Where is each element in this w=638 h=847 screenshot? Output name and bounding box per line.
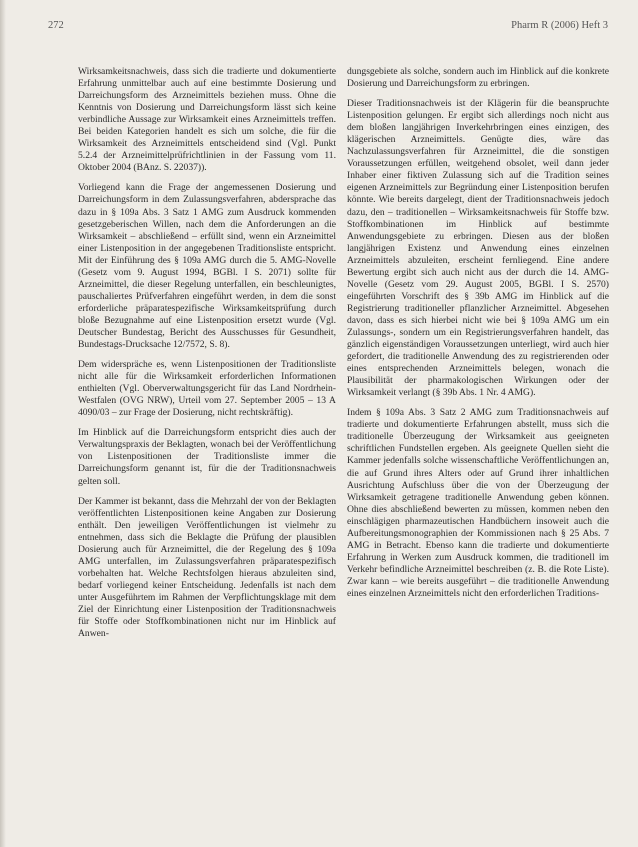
paragraph: Dem widerspräche es, wenn Listenpositionen der Traditionsliste nicht alle für die Wirksamkeit erforderlichen Informationen enthielten (Vgl. Oberverwaltungsgericht für das Land Nordrhein-Westfalen (OVG NRW), Urteil vom 27. September 2005 – 13 A 4090/03 – zur Frage der Dosierung, nicht rechtskräftig). (78, 359, 336, 419)
page-number: 272 (48, 20, 64, 31)
paragraph: dungsgebiete als solche, sondern auch im Hinblick auf die konkrete Dosierung und Darreichungsform zu erbringen. (347, 66, 609, 90)
paragraph: Indem § 109a Abs. 3 Satz 2 AMG zum Traditionsnachweis auf tradierte und dokumentierte Erfahrungen abstellt, muss sich die traditionelle Überzeugung der Wirksamkeit aus geeigneten schriftlichen Fundstellen ergeben. Als geeignete Quellen sieht die Kammer jedenfalls solche wissenschaftliche Veröffentlichungen an, die auf Grund ihres Alters oder auf Grund ihrer inhaltlichen Ausrichtung Aufschluss über die von der Überzeugung der Wirksamkeit getragene traditionelle Anwendung geben können. Ohne dies abschließend bewerten zu müssen, kommen neben den einschlägigen pharmazeutischen Handbüchern insoweit auch die Aufbereitungsmonographien der Kommissionen nach § 25 Abs. 7 AMG in Betracht. Ebenso kann die tradierte und dokumentierte Erfahrung in Werken zum Ausdruck kommen, die traditionell im Verkehr befindliche Arzneimittel beschreiben (z. B. die Rote Liste). Zwar kann – wie bereits ausgeführt – die traditionelle Anwendung eines einzelnen Arzneimittels nicht den erforderlichen Traditions- (347, 407, 609, 599)
paragraph: Vorliegend kann die Frage der angemessenen Dosierung und Darreichungsform in dem Zulassungsverfahren, abdersprache das dazu in § 109a Abs. 3 Satz 1 AMG zum Ausdruck kommenden gesetzgeberischen Willen, nach dem die Anforderungen an die Wirksamkeit – abschließend – erfüllt sind, wenn ein Arzneimittel einer Listenposition in der angegebenen Traditionsliste entspricht. Mit der Einführung des § 109a AMG durch die 5. AMG-Novelle (Gesetz vom 9. August 1994, BGBl. I S. 2071) sollte für Arzneimittel, die dieser Regelung unterfallen, ein beschleunigtes, pauschaliertes Prüfverfahren eingeführt werden, in dem die sonst erforderliche präparatespezifische Wirksamkeitsprüfung durch bloße Bezugnahme auf eine Listenposition ersetzt wurde (Vgl. Deutscher Bundestag, Bericht des Ausschusses für Gesundheit, Bundestags-Drucksache 12/7572, S. 8). (78, 182, 336, 351)
left-column (78, 66, 336, 648)
running-head: Pharm R (2006) Heft 3 (511, 20, 608, 31)
paragraph: Wirksamkeitsnachweis, dass sich die tradierte und dokumentierte Erfahrung unmittelbar auch auf eine bestimmte Dosierung und Darreichungsform des Arzneimittels beziehen muss. Ohne die Kenntnis von Dosierung und Darreichungsform lässt sich keine verbindliche Aussage zur Wirksamkeit eines Arzneimittels treffen. Bei beiden Kategorien handelt es sich um solche, die für die Wirksamkeit des Arzneimittels entscheidend sind (Vgl. Punkt 5.2.4 der Arzneimittelprüfrichtlinien in der Fassung vom 11. Oktober 2004 (BAnz. S. 22037)). (78, 66, 336, 174)
right-column (347, 66, 609, 608)
paragraph: Im Hinblick auf die Darreichungsform entspricht dies auch der Verwaltungspraxis der Beklagten, wonach bei der Veröffentlichung von Listenpositionen der Traditionsliste immer die Darreichungsform genannt ist, für die der Traditionsnachweis gelten soll. (78, 427, 336, 487)
paragraph: Dieser Traditionsnachweis ist der Klägerin für die beanspruchte Listenposition gelungen. Er ergibt sich allerdings noch nicht aus dem bloßen langjährigen Inverkehrbringen eines einzigen, des klägerischen Arzneimittels. Genügte dies, wäre das Nachzulassungsverfahren für Arzneimittel, die die sonstigen Voraussetzungen erfüllen, weitgehend obsolet, weil dann jeder Inhaber einer fiktiven Zulassung sich auf die Tradition seines eigenen Arzneimittels zur Begründung einer Listenposition berufen könnte. Wie bereits dargelegt, dient der Traditionsnachweis jedoch dazu, den – traditionellen – Wirksamkeitsnachweis für Stoffe bzw. Stoffkombinationen im Hinblick auf bestimmte Anwendungsgebiete zu erbringen. Diesen aus der bloßen langjährigen Existenz und Anwendung eines einzelnen Arzneimittels abzuleiten, erscheint fernliegend. Eine andere Bewertung ergibt sich auch nicht aus der durch die 14. AMG-Novelle (Gesetz vom 29. August 2005, BGBl. I S. 2570) eingeführten Vorschrift des § 39b AMG im Hinblick auf die Registrierung traditioneller pflanzlicher Arzneimittel. Abgesehen davon, dass es sich hierbei nicht wie bei § 109a AMG um ein Zulassungs-, sondern um ein Registrierungsverfahren handelt, das gänzlich eigenständigen Voraussetzungen unterliegt, wird auch hier gefordert, die traditionelle Anwendung des zu registrierenden oder eines entsprechenden Arzneimittels belegen, wonach die Plausibilität der pharmakologischen Wirkungen oder der Wirksamkeit verlangt (§ 39b Abs. 1 Nr. 4 AMG). (347, 98, 609, 399)
scan-shadow-edge (0, 0, 6, 847)
paragraph: Der Kammer ist bekannt, dass die Mehrzahl der von der Beklagten veröffentlichten Listenpositionen keine Angaben zur Dosierung enthält. Den jeweiligen Veröffentlichungen ist vielmehr zu entnehmen, dass sich die Beklagte die Prüfung der plausiblen Dosierung auch für Arzneimittel, die der Regelung des § 109a AMG unterfallen, im Zulassungsverfahren präparatespezifisch vorbehalten hat. Welche Rechtsfolgen hieraus abzuleiten sind, bedarf vorliegend keiner Entscheidung. Jedenfalls ist nach dem unter Ausgeführtem im Rahmen der Verpflichtungsklage mit dem Ziel der Einrichtung einer Listenposition der Traditionsnachweis für Stoffe oder Stoffkombinationen nicht nur im Hinblick auf Anwen- (78, 495, 336, 640)
